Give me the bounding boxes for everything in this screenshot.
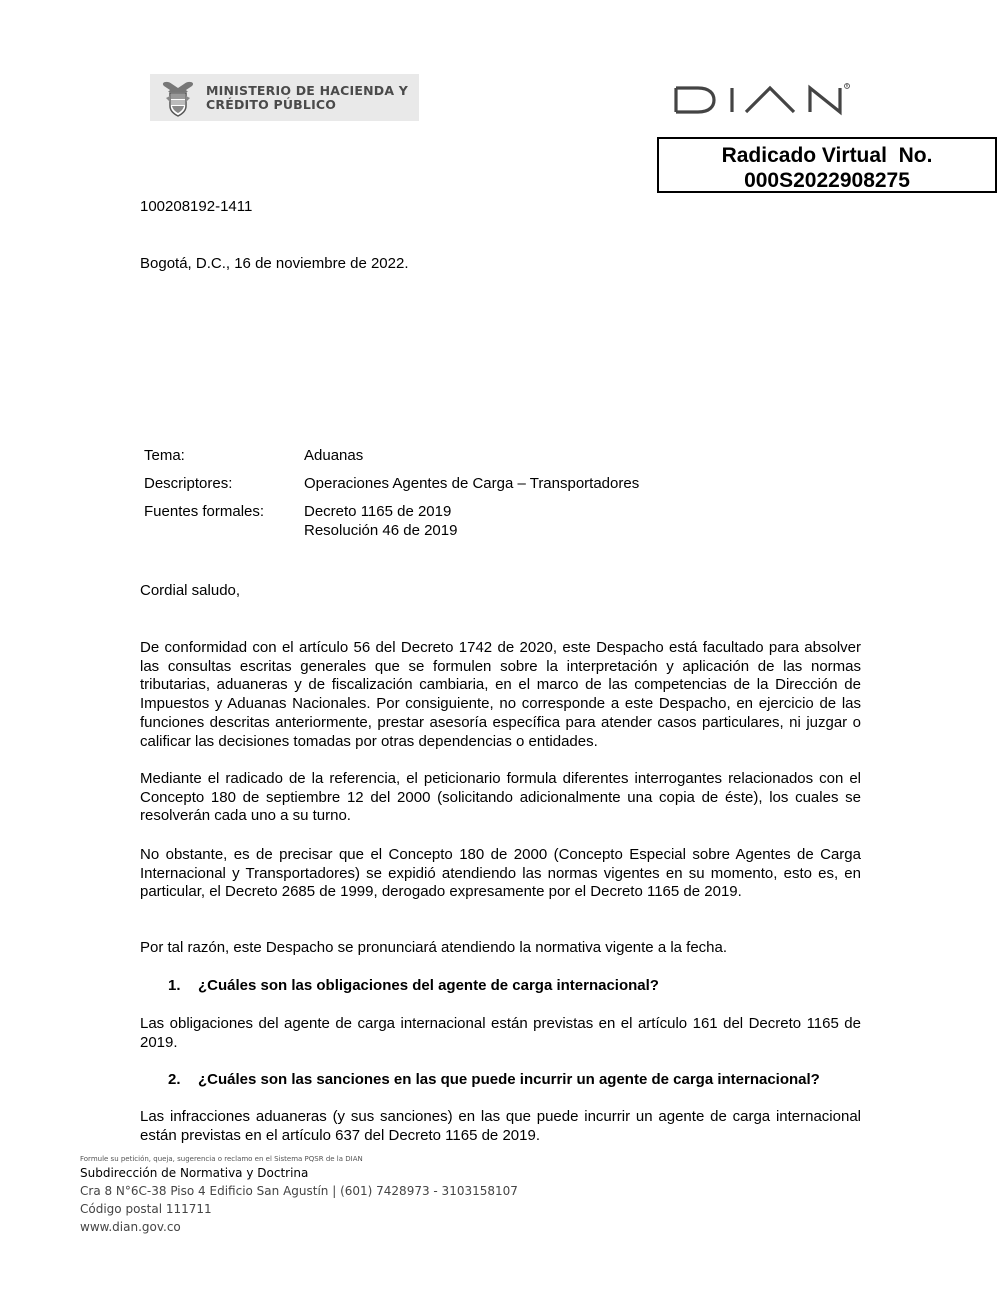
ministry-name-line2: CRÉDITO PÚBLICO [206,96,337,112]
footer-pqsr-note: Formule su petición, queja, sugerencia o reclamo en el Sistema PQSR de la DIAN [80,1155,363,1163]
ministry-name [206,84,408,112]
footer-office: Subdirección de Normativa y Doctrina [80,1166,309,1180]
body-paragraph: De conformidad con el artículo 56 del Decreto 1742 de 2020, este Despacho está facultado para absolver las consultas escritas generales que se formulen sobre la interpretación y aplicación de las normas tributarias, aduaneras y de fiscalización cambiaria, en el marco de las competencias de la Dirección de Impuestos y Aduanas Nacionales. Por consiguiente, no corresponde a este Despacho, en ejercicio de las funciones descritas anteriormente, prestar asesoría específica para atender casos particulares, ni juzgar o calificar las decisiones tomadas por otras dependencias o entidades. [140,639,861,750]
radicado-number: 000S2022908275 [744,169,910,192]
footer [80,1154,518,1236]
radicado-label: Radicado Virtual No. [721,144,933,167]
fuentes-values [304,502,457,540]
descriptores-row [144,474,639,493]
svg-text:R: R [845,83,849,89]
coat-of-arms-icon [158,78,198,118]
question-text: ¿Cuáles son las obligaciones del agente de carga internacional? [198,977,659,994]
answer-paragraph: Las obligaciones del agente de carga internacional están previstas en el artículo 161 del Decreto 1165 de 2019. [140,1015,861,1051]
tema-row [144,446,639,465]
question-number: 2. [168,1071,181,1088]
fuente-item: Resolución 46 de 2019 [304,522,458,539]
fuente-item: Decreto 1165 de 2019 [304,503,452,520]
tema-label: Tema: [144,447,185,464]
question-text: ¿Cuáles son las sanciones en las que puede incurrir un agente de carga internacional? [198,1071,820,1088]
footer-website: www.dian.gov.co [80,1220,181,1234]
descriptores-label: Descriptores: [144,475,233,492]
body-paragraph: No obstante, es de precisar que el Concepto 180 de 2000 (Concepto Especial sobre Agentes de Carga Internacional y Transportadores) se expidió atendiendo las normas vigentes en su momento, esto es, en particular, el Decreto 2685 de 1999, derogado expresamente por el Decreto 1165 de 2019. [140,846,861,901]
reference-number: 100208192-1411 [140,198,253,215]
descriptores-value: Operaciones Agentes de Carga – Transportadores [304,475,640,492]
answer-paragraph: Las infracciones aduaneras (y sus sanciones) en las que puede incurrir un agente de carga internacional están previstas en el artículo 637 del Decreto 1165 de 2019. [140,1108,861,1144]
ministry-logo [150,74,419,121]
question-heading [168,977,659,995]
ministry-name-line1: MINISTERIO DE HACIENDA Y [206,82,409,98]
greeting: Cordial saludo, [140,582,241,599]
date-line: Bogotá, D.C., 16 de noviembre de 2022. [140,255,409,272]
dian-logo [674,80,854,120]
question-heading [168,1071,820,1089]
fuentes-label: Fuentes formales: [144,503,265,520]
subject-table [144,446,639,549]
body-paragraph: Mediante el radicado de la referencia, el peticionario formula diferentes interrogantes relacionados con el Concepto 180 de septiembre 12 del 2000 (solicitando adicionalmente una copia de éste), los cuales se resolverán cada uno a su turno. [140,770,861,825]
footer-address: Cra 8 N°6C-38 Piso 4 Edificio San Agustín | (601) 7428973 - 3103158107 [80,1184,518,1198]
radicado-box [657,137,997,193]
body-paragraph: Por tal razón, este Despacho se pronunciará atendiendo la normativa vigente a la fecha. [140,939,728,956]
question-number: 1. [168,977,181,994]
footer-postal-code: Código postal 111711 [80,1202,212,1216]
tema-value: Aduanas [304,447,364,464]
fuentes-row [144,502,639,540]
